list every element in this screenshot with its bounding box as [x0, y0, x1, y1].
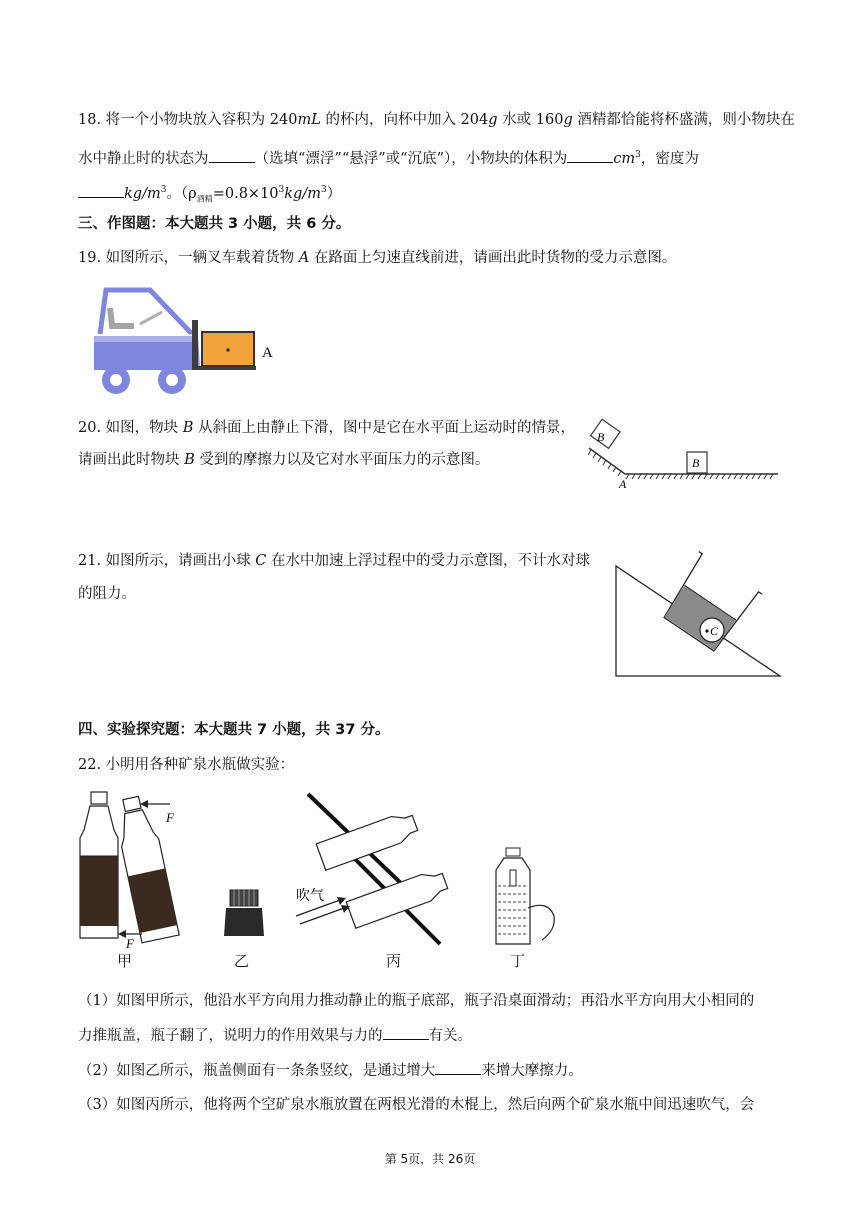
blow-label: 吹气 — [296, 888, 324, 904]
beaker-incline-figure — [612, 550, 784, 680]
q18-line2: 水中静止时的状态为 （选填“漂浮”“悬浮”或“沉底”），小物块的体积为 $cm^3$，密度为 — [78, 145, 699, 169]
var: C — [255, 553, 267, 569]
text: 有关。 — [428, 1028, 472, 1044]
unit: mL — [297, 112, 321, 128]
q20-line1 — [78, 418, 575, 438]
unit: kg/m — [124, 185, 161, 202]
incline-figure — [585, 418, 781, 490]
text: 酒精都恰能将杯盛满，则小物块在 — [572, 112, 795, 128]
text: 在路面上匀速直线前进，请画出此时货物的受力示意图。 — [309, 250, 677, 266]
q19-text — [78, 248, 676, 268]
label-c: C — [710, 624, 719, 638]
caption-ding: 丁 — [510, 952, 526, 970]
center-dot — [226, 348, 229, 351]
section-title-4: 四、实验探究题：本大题共 7 小题，共 37 分。 — [78, 722, 390, 738]
hand — [528, 905, 554, 940]
text: 受到的摩擦力以及它对水平面压力的示意图。 — [194, 452, 490, 468]
label-b-slope: B — [597, 430, 605, 444]
q22-p3: （3）如图丙所示，他将两个空矿泉水瓶放置在两根光滑的木棍上，然后向两个矿泉水瓶中间迅速吹气，会 — [78, 1097, 755, 1113]
mast — [192, 320, 198, 370]
bottles-figure — [78, 790, 568, 948]
q21-line1 — [78, 551, 590, 571]
forklift-figure — [88, 286, 288, 398]
text: 从斜面上由静止下滑，图中是它在水平面上运动时的情景， — [193, 420, 576, 436]
text: （选填“漂浮”“悬浮”或“沉底”），小物块的体积为 — [254, 150, 568, 167]
blow-arrow — [300, 908, 344, 924]
bottle-jia-upright — [80, 792, 118, 938]
section-title-3: 三、作图题：本大题共 3 小题，共 6 分。 — [78, 216, 351, 232]
q18-line3: $kg/m^3$。$(\rho_{酒精}=0.8\times 10^3kg/m^3)$ — [78, 180, 341, 210]
text: 请画出此时物块 — [78, 452, 185, 468]
bottle-bing-2 — [346, 868, 450, 929]
bottle-cap-yi — [224, 890, 264, 936]
text: 20. 如图，物块 — [78, 420, 183, 436]
slope-surface — [589, 448, 625, 474]
unit: kg/m — [284, 185, 321, 202]
seat — [110, 308, 134, 326]
bottle-ding — [496, 848, 554, 944]
text: 力推瓶盖，瓶子翻了，说明力的作用效果与力的 — [78, 1028, 383, 1044]
answer-blank[interactable] — [383, 1025, 429, 1040]
caption-yi: 乙 — [234, 952, 250, 970]
answer-blank[interactable] — [209, 148, 255, 163]
q18-line1 — [78, 110, 795, 130]
text: 。（ρ — [166, 185, 197, 202]
q22-p2 — [78, 1060, 583, 1081]
text: 来增大摩擦力。 — [481, 1063, 583, 1079]
force-label-bottom: F — [126, 936, 134, 948]
page-footer: 第 5页，共 26页 — [384, 1152, 476, 1166]
var: B — [182, 420, 194, 436]
text: =0.8×10 — [212, 185, 279, 202]
unit: cm — [613, 150, 636, 167]
unit: g — [488, 112, 498, 128]
text: ，密度为 — [640, 150, 699, 167]
text: 19. 如图所示，一辆叉车载着货物 — [78, 250, 299, 266]
steering — [140, 312, 162, 324]
q20-line2 — [78, 450, 489, 470]
text: 水或 160 — [497, 112, 564, 128]
force-label-top: F — [166, 810, 174, 825]
label-a: A — [619, 477, 627, 490]
answer-blank[interactable] — [567, 148, 613, 163]
text: 18. 将一个小物块放入容积为 240 — [78, 112, 298, 128]
block-b-on-slope — [591, 419, 620, 448]
q21-line2: 的阻力。 — [78, 586, 136, 602]
var: A — [298, 250, 310, 266]
caption-bing: 丙 — [386, 952, 402, 970]
text: （2）如图乙所示，瓶盖侧面有一条条竖纹，是通过增大 — [78, 1063, 436, 1079]
answer-blank[interactable] — [435, 1060, 481, 1075]
text: 的杯内，向杯中加入 204 — [320, 112, 489, 128]
q22-p1-line2 — [78, 1025, 472, 1046]
text: 21. 如图所示，请画出小球 — [78, 553, 256, 569]
answer-blank[interactable] — [78, 183, 124, 198]
label-b-ground: B — [692, 456, 700, 470]
q22-intro: 22. 小明用各种矿泉水瓶做实验： — [78, 757, 295, 773]
q22-p1-line1: （1）如图甲所示，他沿水平方向用力推动静止的瓶子底部，瓶子沿桌面滑动；再沿水平方向用大小相同的 — [78, 993, 755, 1009]
text: 在水中加速上浮过程中的受力示意图，不计水对球 — [266, 553, 590, 569]
text: ） — [326, 185, 342, 202]
var: B — [184, 452, 195, 468]
caption-jia: 甲 — [117, 952, 133, 970]
text: 水中静止时的状态为 — [78, 150, 209, 167]
cargo-label: A — [262, 345, 273, 361]
unit: g — [563, 112, 573, 128]
subscript: 酒精 — [196, 194, 213, 204]
